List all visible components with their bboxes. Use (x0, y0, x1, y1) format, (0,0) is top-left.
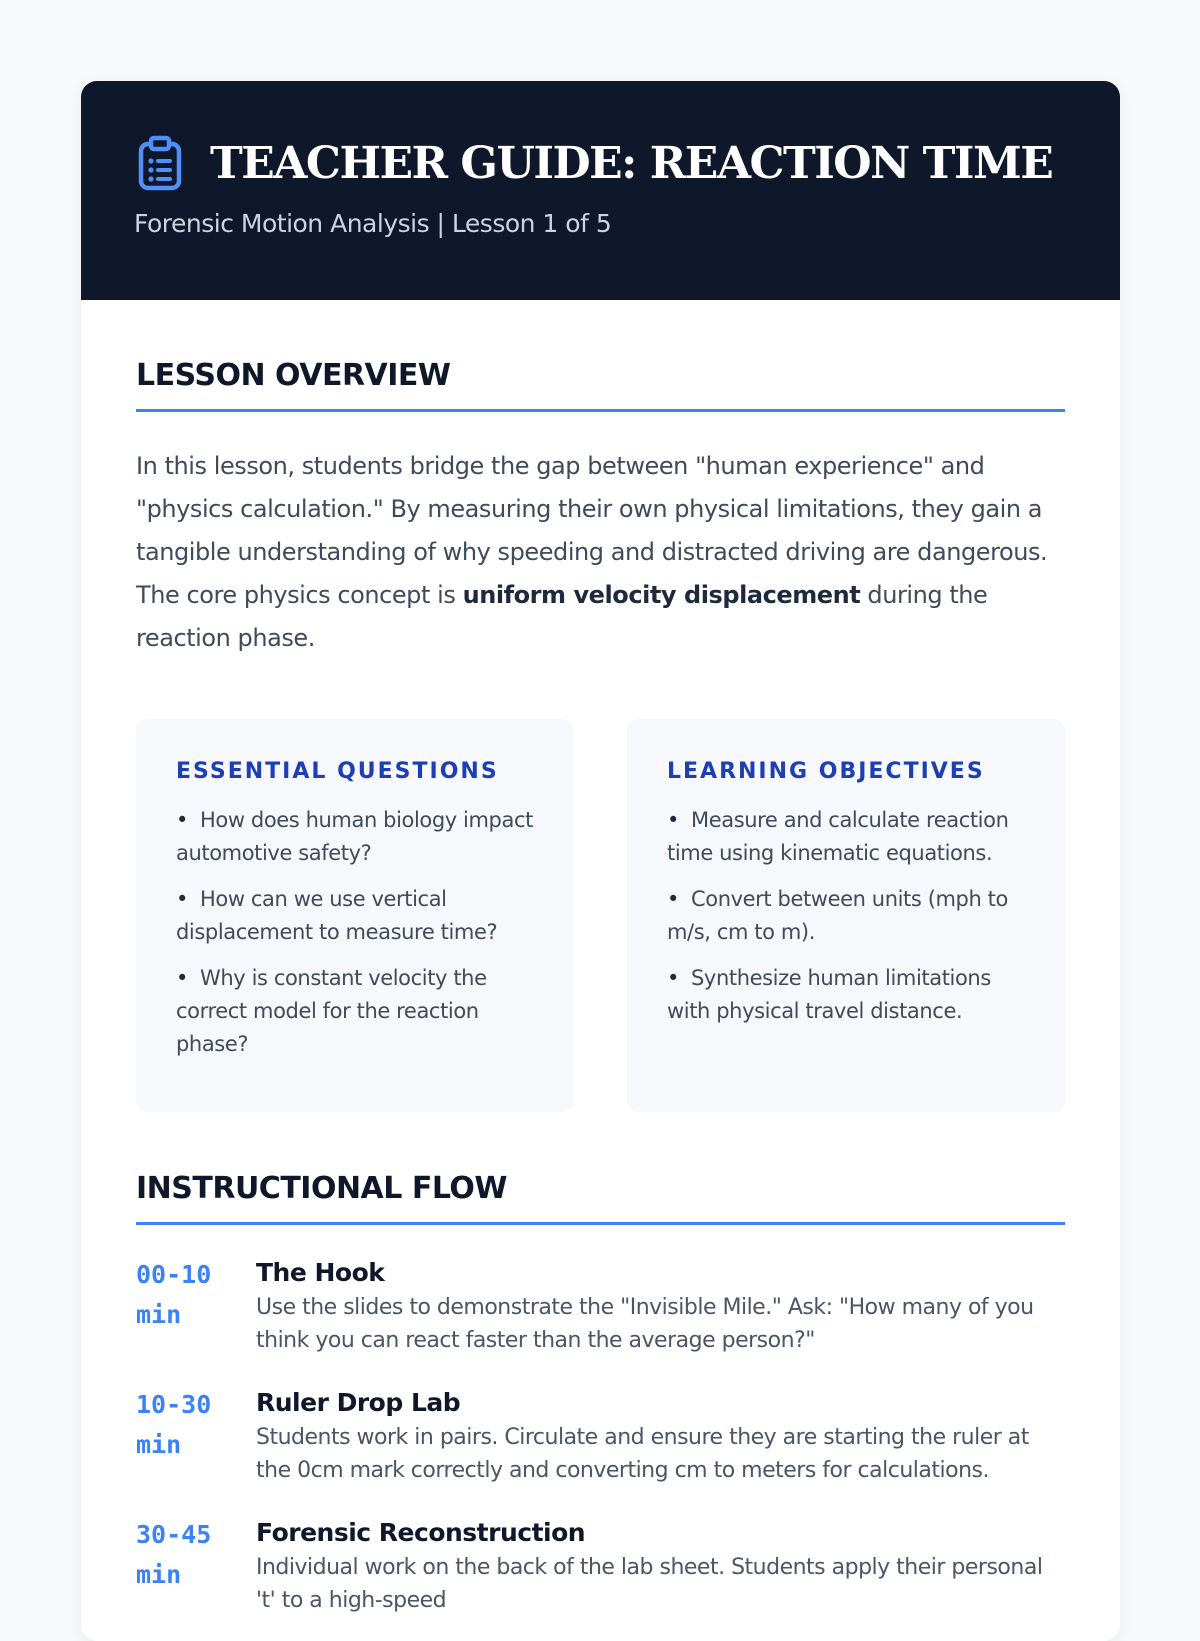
overview-text-end: during the reaction phase. (136, 581, 988, 652)
flow-description: Individual work on the back of the lab sheet. Students apply their personal 't' to a high-speed (256, 1555, 1043, 1613)
bullet-icon: • (667, 808, 679, 832)
question-text: Why is constant velocity the correct model for the reaction phase? (176, 966, 487, 1056)
flow-time: 00-10 min (136, 1260, 212, 1329)
flow-title: Forensic Reconstruction (256, 1518, 586, 1547)
lesson-overview-text (136, 445, 1065, 660)
essential-questions-list (176, 804, 546, 1061)
list-item (176, 804, 546, 870)
bullet-icon: • (176, 887, 188, 911)
flow-title: Ruler Drop Lab (256, 1388, 461, 1417)
guide-header (81, 81, 1120, 300)
list-item (667, 804, 1037, 870)
question-text: How does human biology impact automotive safety? (176, 808, 533, 865)
flow-description: Students work in pairs. Circulate and ensure they are starting the ruler at the 0cm mark correctly and converting cm to meters for calculations. (256, 1425, 1029, 1483)
essential-questions-box (136, 719, 574, 1112)
title-row (134, 133, 1067, 193)
info-boxes (136, 719, 1065, 1112)
instructional-flow-list (136, 1255, 1065, 1617)
bullet-icon: • (176, 808, 188, 832)
overview-key-concept: uniform velocity displacement (462, 581, 861, 609)
flow-item (136, 1255, 1065, 1357)
learning-objectives-list (667, 804, 1037, 1028)
bullet-icon: • (176, 966, 188, 990)
learning-objectives-heading: LEARNING OBJECTIVES (667, 759, 985, 784)
flow-description: Use the slides to demonstrate the "Invisible Mile." Ask: "How many of you think you can react faster than the average person?" (256, 1295, 1034, 1353)
flow-item (136, 1385, 1065, 1487)
objective-text: Synthesize human limitations with physical travel distance. (667, 966, 991, 1023)
flow-body (256, 1385, 1065, 1487)
page-subtitle: Forensic Motion Analysis | Lesson 1 of 5 (134, 209, 612, 238)
list-item (667, 962, 1037, 1028)
bullet-icon: • (667, 887, 679, 911)
flow-body (256, 1255, 1065, 1357)
lesson-overview-heading: LESSON OVERVIEW (136, 358, 1065, 412)
flow-item (136, 1515, 1065, 1617)
objective-text: Measure and calculate reaction time using kinematic equations. (667, 808, 1009, 865)
flow-time: 10-30 min (136, 1390, 212, 1459)
teacher-guide-card (81, 81, 1120, 1641)
essential-questions-heading: ESSENTIAL QUESTIONS (176, 759, 499, 784)
question-text: How can we use vertical displacement to measure time? (176, 887, 498, 944)
list-item (176, 883, 546, 949)
page-title: TEACHER GUIDE: REACTION TIME (210, 137, 1053, 189)
instructional-flow-heading: INSTRUCTIONAL FLOW (136, 1171, 1065, 1225)
learning-objectives-box (627, 719, 1065, 1112)
bullet-icon: • (667, 966, 679, 990)
list-item (667, 883, 1037, 949)
list-item (176, 962, 546, 1061)
guide-content (81, 300, 1120, 1617)
overview-text-start: In this lesson, students bridge the gap between "human experience" and "physics calculation." By measuring their own physical limitations, they gain a tangible understanding of why speeding and distracted driving are dangerous. The core physics concept is (136, 452, 1048, 609)
flow-body (256, 1515, 1065, 1617)
objective-text: Convert between units (mph to m/s, cm to m). (667, 887, 1008, 944)
clipboard-list-icon (136, 135, 184, 191)
flow-time: 30-45 min (136, 1520, 212, 1589)
flow-title: The Hook (256, 1258, 385, 1287)
